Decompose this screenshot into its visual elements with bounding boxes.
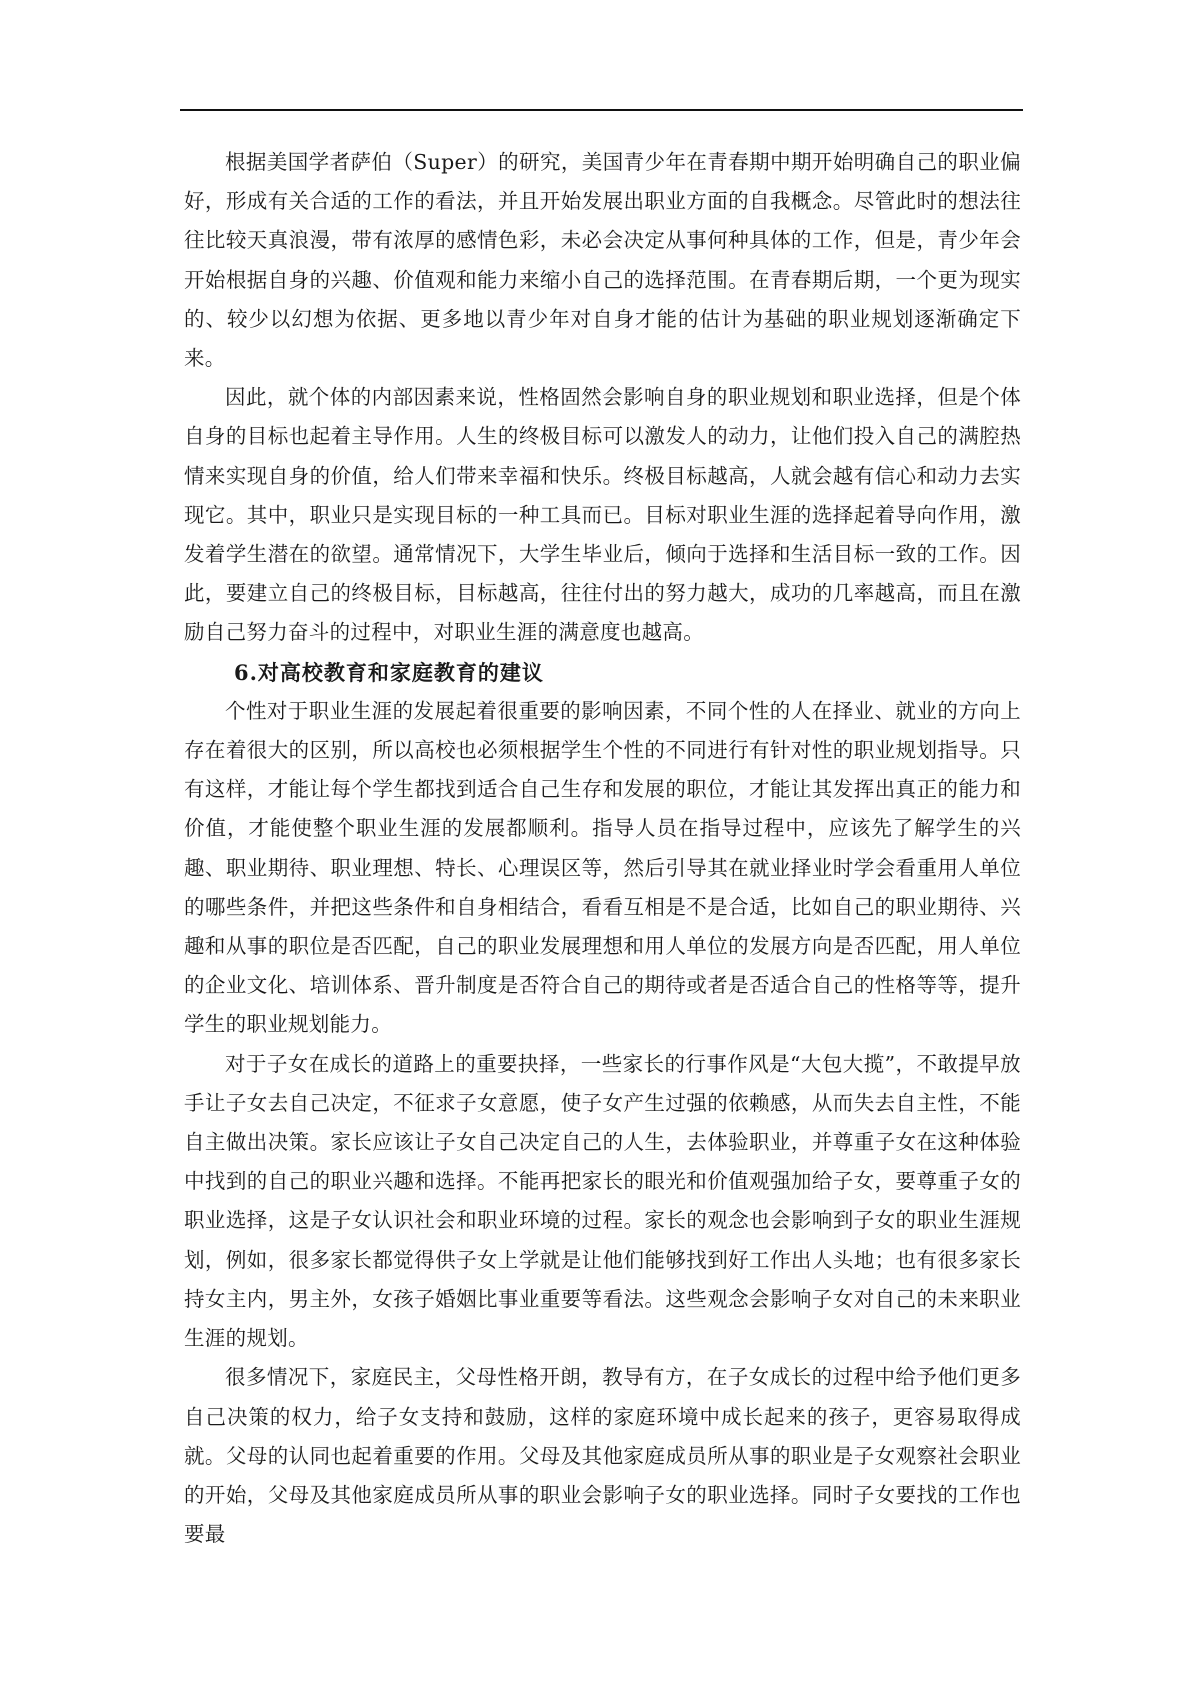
document-body bbox=[184, 143, 1021, 1554]
section-heading: 6.对高校教育和家庭教育的建议 bbox=[234, 659, 544, 685]
paragraph-parental-decisions: 对于子女在成长的道路上的重要抉择，一些家长的行事作风是“大包大揽”，不敢提早放手让子女去自己决定，不征求子女意愿，使子女产生过强的依赖感，从而失去自主性，不能自主做出决策。家长应该让子女自己决定自己的人生，去体验职业，并尊重子女在这种体验中找到的自己的职业兴趣和选择。不能再把家长的眼光和价值观强加给子女，要尊重子女的职业选择，这是子女认识社会和职业环境的过程。家长的观念也会影响到子女的职业生涯规划，例如，很多家长都觉得供子女上学就是让他们能够找到好工作出人头地；也有很多家长持女主内，男主外，女孩子婚姻比事业重要等看法。这些观念会影响子女对自己的未来职业生涯的规划。 bbox=[184, 1051, 1021, 1351]
paragraph-university-guidance: 个性对于职业生涯的发展起着很重要的影响因素，不同个性的人在择业、就业的方向上存在着很大的区别，所以高校也必须根据学生个性的不同进行有针对性的职业规划指导。只有这样，才能让每个学生都找到适合自己生存和发展的职位，才能让其发挥出真正的能力和价值，才能使整个职业生涯的发展都顺利。指导人员在指导过程中，应该先了解学生的兴趣、职业期待、职业理想、特长、心理误区等，然后引导其在就业择业时学会看重用人单位的哪些条件，并把这些条件和自身相结合，看看互相是不是合适，比如自己的职业期待、兴趣和从事的职位是否匹配，自己的职业发展理想和用人单位的发展方向是否匹配，用人单位的企业文化、培训体系、晋升制度是否符合自己的期待或者是否适合自己的性格等等，提升学生的职业规划能力。 bbox=[184, 698, 1021, 1037]
paragraph-super-research: 根据美国学者萨伯（Super）的研究，美国青少年在青春期中期开始明确自己的职业偏好，形成有关合适的工作的看法，并且开始发展出职业方面的自我概念。尽管此时的想法往往比较天真浪漫，带有浓厚的感情色彩，未必会决定从事何种具体的工作，但是，青少年会开始根据自身的兴趣、价值观和能力来缩小自己的选择范围。在青春期后期，一个更为现实的、较少以幻想为依据、更多地以青少年对自身才能的估计为基础的职业规划逐渐确定下来。 bbox=[184, 150, 1021, 371]
paragraph-family-environment: 很多情况下，家庭民主，父母性格开朗，教导有方，在子女成长的过程中给予他们更多自己决策的权力，给子女支持和鼓励，这样的家庭环境中成长起来的孩子，更容易取得成就。父母的认同也起着重要的作用。父母及其他家庭成员所从事的职业是子女观察社会职业的开始，父母及其他家庭成员所从事的职业会影响子女的职业选择。同时子女要找的工作也要最 bbox=[184, 1365, 1021, 1547]
header-rule bbox=[180, 109, 1023, 111]
paragraph-internal-factors: 因此，就个体的内部因素来说，性格固然会影响自身的职业规划和职业选择，但是个体自身的目标也起着主导作用。人生的终极目标可以激发人的动力，让他们投入自己的满腔热情来实现自身的价值，给人们带来幸福和快乐。终极目标越高，人就会越有信心和动力去实现它。其中，职业只是实现目标的一种工具而已。目标对职业生涯的选择起着导向作用，激发着学生潜在的欲望。通常情况下，大学生毕业后，倾向于选择和生活目标一致的工作。因此，要建立自己的终极目标，目标越高，往往付出的努力越大，成功的几率越高，而且在激励自己努力奋斗的过程中，对职业生涯的满意度也越高。 bbox=[184, 385, 1021, 645]
